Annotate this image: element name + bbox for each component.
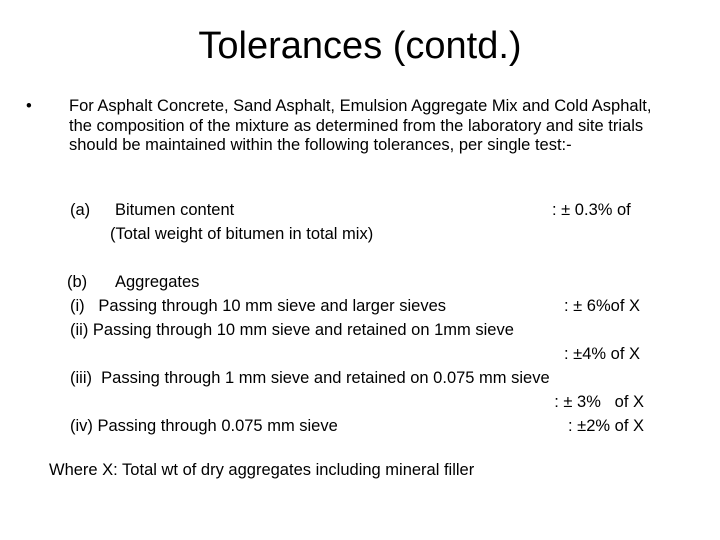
aggregate-row-value: : ± 3% of X [554,393,644,411]
footnote: Where X: Total wt of dry aggregates including mineral filler [49,461,475,479]
item-a-label: (a) [70,201,91,219]
intro-paragraph [26,97,686,156]
item-a-value: : ± 0.3% of [552,201,631,219]
aggregate-row-text: (i) Passing through 10 mm sieve and larger sieves [70,297,447,315]
bullet-icon: • [26,97,32,115]
slide-title: Tolerances (contd.) [198,25,522,67]
item-a-sub: (Total weight of bitumen in total mix) [110,225,374,243]
aggregate-row-value: : ±2% of X [567,417,644,435]
aggregate-row-value: : ±4% of X [563,345,640,363]
item-b-name: Aggregates [115,273,200,291]
item-b-label: (b) [67,273,88,291]
aggregate-row-text: (ii) Passing through 10 mm sieve and retained on 1mm sieve [70,321,514,339]
intro-text: For Asphalt Concrete, Sand Asphalt, Emulsion Aggregate Mix and Cold Asphalt, the composition of the mixture as determined from the laboratory and site trials should be maintained within the following tolerances, per single test:- [69,97,652,154]
aggregate-row-text: (iv) Passing through 0.075 mm sieve [70,417,338,435]
aggregate-row-value: : ± 6%of X [563,297,640,315]
item-a-name: Bitumen content [115,201,235,219]
aggregate-row-text: (iii) Passing through 1 mm sieve and retained on 0.075 mm sieve [70,369,550,387]
